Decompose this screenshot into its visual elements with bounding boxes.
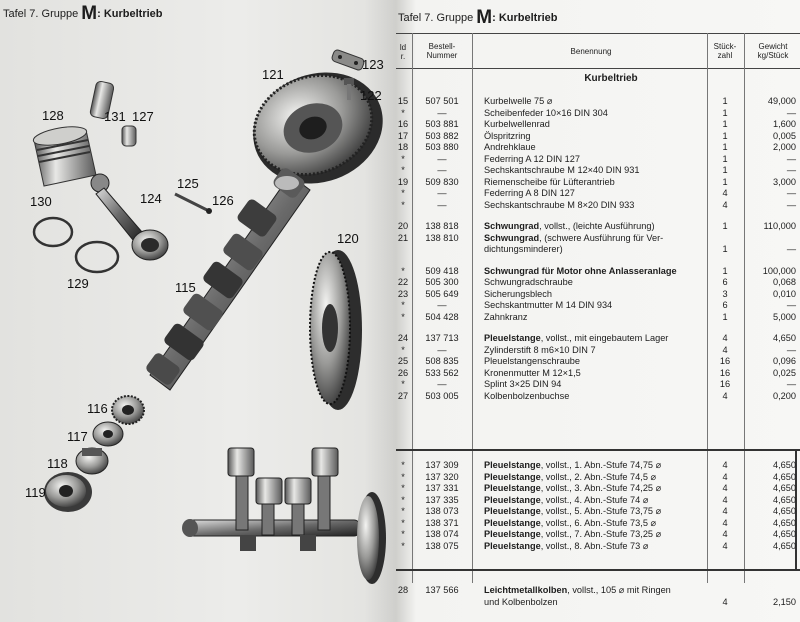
col-weight-header: Gewicht kg/Stück (757, 42, 789, 60)
oil-thrower-ring (93, 422, 123, 446)
table-row: * — Sechskantmutter M 14 DIN 934 6 — (401, 300, 796, 310)
col-nr-header: ld r. (399, 43, 407, 61)
rows-group-a (396, 96, 800, 211)
row-description: Andrehklaue (484, 142, 536, 152)
table-row: dichtungsminderer) 1 — (484, 244, 796, 254)
row-description: Schwungrad für Motor ohne Anlasseranlage (484, 265, 677, 276)
castle-nut (206, 208, 212, 214)
row-description: Schwungrad, vollst., (leichte Ausführung) (484, 221, 655, 231)
piston (32, 123, 96, 186)
piston-ring-large (34, 218, 72, 246)
table-row: 16 503 881 Kurbelwellenrad 1 1,600 (397, 119, 796, 129)
flywheel-side (310, 250, 362, 410)
callout-117: 117 (67, 429, 88, 444)
row-description: Pleuelstange, vollst., 1. Abn.-Stufe 74,75 ⌀ (484, 460, 662, 470)
row-description: Pleuelstange, vollst., 6. Abn.-Stufe 73,5 ⌀ (484, 517, 657, 528)
table-row: * 137 309 Pleuelstange, vollst., 1. Abn.-Stufe 74,75 ⌀ 4 4,650 (401, 460, 796, 470)
row-description: Federring A 12 DIN 127 (484, 153, 581, 164)
rows-group-e (396, 585, 800, 608)
callout-124: 124 (140, 191, 162, 206)
callout-129: 129 (67, 276, 89, 291)
callout-131: 131 (104, 109, 126, 124)
row-description: dichtungsminderer) (484, 244, 563, 254)
table-row: 21 138 810 Schwungrad, (schwere Ausführung für Ver- (396, 233, 800, 245)
table-row: * 138 075 Pleuelstange, vollst., 8. Abn.-Stufe 73 ⌀ 4 4,650 (401, 540, 796, 551)
row-description: Pleuelstange, vollst., 2. Abn.-Stufe 74,5 ⌀ (484, 471, 657, 482)
table-row: 26 533 562 Kronenmutter M 12×1,5 16 0,025 (397, 367, 796, 378)
left-running-head: Tafel 7. Gruppe M: Kurbeltrieb (3, 3, 163, 24)
table-row: 19 509 830 Riemenscheibe für Lüfterantrieb 1 3,000 (397, 176, 796, 187)
lock-plate (331, 49, 365, 71)
row-description: Pleuelstange, vollst., mit eingebautem Lager (484, 333, 669, 343)
rows-group-b (396, 221, 800, 256)
row-description: Kurbelwelle 75 ⌀ (484, 96, 553, 106)
callout-120: 120 (337, 231, 359, 246)
row-description: Sechskantschraube M 8×20 DIN 933 (484, 199, 635, 210)
table-row: 15 507 501 Kurbelwelle 75 ⌀ 1 49,000 (397, 96, 796, 106)
row-description: Leichtmetallkolben, vollst., 105 ⌀ mit Ringen (484, 585, 671, 595)
table-row: 25 508 835 Pleuelstangenschraube 16 0,096 (397, 356, 796, 366)
table-row: * — Zylinderstift 8 m6×10 DIN 7 4 — (401, 344, 796, 355)
table-row: 23 505 649 Sicherungsblech 3 0,010 (397, 288, 796, 299)
table-row: 17 503 882 Ölspritzring 1 0,005 (397, 130, 796, 141)
row-description: Kolbenbolzenbuchse (484, 390, 570, 401)
table-row: 28 137 566 Leichtmetallkolben, vollst., 105 ⌀ mit Ringen (396, 585, 800, 597)
row-description: Riemenscheibe für Lüfterantrieb (484, 176, 615, 187)
table-row: * 138 074 Pleuelstange, vollst., 7. Abn.-Stufe 73,25 ⌀ 4 4,650 (401, 529, 796, 539)
right-page-parts-list (396, 0, 800, 622)
table-row: * 137 335 Pleuelstange, vollst., 4. Abn.-Stufe 74 ⌀ 4 4,650 (401, 494, 796, 505)
assembled-crank-assembly (182, 448, 386, 584)
callout-130: 130 (30, 194, 52, 209)
starting-claw (76, 448, 108, 474)
col-desc-header: Benennung (570, 47, 612, 56)
table-row: * — Scheibenfeder 10×16 DIN 304 1 — (401, 107, 796, 118)
table-row: 24 137 713 Pleuelstange, vollst., mit eingebautem Lager 4 4,650 (397, 333, 796, 343)
piston-ring-small (76, 242, 118, 272)
left-page-diagram (0, 0, 396, 622)
table-row: * — Splint 3×25 DIN 94 16 — (401, 379, 796, 389)
table-row: * 138 371 Pleuelstange, vollst., 6. Abn.-Stufe 73,5 ⌀ 4 4,650 (401, 517, 796, 528)
row-description: Pleuelstange, vollst., 8. Abn.-Stufe 73 ⌀ (484, 540, 649, 551)
row-description: Federring A 8 DIN 127 (484, 188, 575, 198)
row-description: Scheibenfeder 10×16 DIN 304 (484, 107, 608, 118)
table-row: * 138 073 Pleuelstange, vollst., 5. Abn.-Stufe 73,75 ⌀ 4 4,650 (401, 506, 796, 516)
rows-group-c (396, 266, 800, 324)
table-row: * 137 331 Pleuelstange, vollst., 3. Abn.-Stufe 74,25 ⌀ 4 4,650 (401, 483, 796, 493)
rows-group-boxed (396, 460, 800, 552)
row-description: Pleuelstange, vollst., 5. Abn.-Stufe 73,75 ⌀ (484, 506, 662, 516)
callout-122: 122 (360, 88, 382, 103)
table-row: * — Federring A 8 DIN 127 4 — (401, 188, 796, 198)
table-row: * — Federring A 12 DIN 127 1 — (401, 153, 796, 164)
rows-group-d (396, 333, 800, 402)
section-title-row (396, 72, 800, 86)
row-description: Pleuelstange, vollst., 7. Abn.-Stufe 73,25 ⌀ (484, 529, 662, 539)
callout-121: 121 (262, 67, 284, 82)
callout-116: 116 (87, 401, 108, 416)
table-header (396, 33, 800, 69)
pin-bushing (122, 126, 136, 146)
table-row: * 137 320 Pleuelstange, vollst., 2. Abn.-Stufe 74,5 ⌀ 4 4,650 (401, 471, 796, 482)
crankshaft-gear (112, 396, 144, 424)
callout-118: 118 (47, 456, 68, 471)
table-row: 20 138 818 Schwungrad, vollst., (leichte Ausführung) 1 110,000 (397, 221, 796, 231)
right-running-head: Tafel 7. Gruppe M: Kurbeltrieb (398, 7, 558, 28)
row-description: Pleuelstange, vollst., 4. Abn.-Stufe 74 ⌀ (484, 494, 649, 505)
callout-123: 123 (362, 57, 384, 72)
callout-127: 127 (132, 109, 154, 124)
row-description: Pleuelstange, vollst., 3. Abn.-Stufe 74,25 ⌀ (484, 483, 662, 493)
exploded-parts-diagram (0, 0, 396, 622)
row-description: Sechskantmutter M 14 DIN 934 (484, 300, 613, 310)
table-row: 27 503 005 Kolbenbolzenbuchse 4 0,200 (397, 390, 796, 401)
row-description: Zahnkranz (484, 311, 528, 322)
callout-115: 115 (175, 280, 196, 295)
section-title: Kurbeltrieb (584, 73, 638, 84)
col-number-header: Bestell- Nummer (426, 42, 458, 60)
row-description: Zylinderstift 8 m6×10 DIN 7 (484, 344, 596, 355)
parts-table-body (396, 72, 800, 402)
callout-119: 119 (25, 485, 46, 500)
table-row: * 509 418 Schwungrad für Motor ohne Anlasseranlage 1 100,000 (401, 265, 796, 276)
row-description: Kurbelwellenrad (484, 119, 550, 129)
table-row: * — Sechskantschraube M 12×40 DIN 931 1 — (401, 165, 796, 175)
fan-pulley (44, 472, 92, 512)
col-qty-header: Stück- zahl (713, 42, 737, 60)
row-description: Sicherungsblech (484, 288, 552, 299)
row-description: Splint 3×25 DIN 94 (484, 379, 562, 389)
callout-125: 125 (177, 176, 199, 191)
row-description: Ölspritzring (484, 130, 531, 141)
row-description: und Kolbenbolzen (484, 596, 558, 607)
row-description: Kronenmutter M 12×1,5 (484, 367, 581, 378)
callout-128: 128 (42, 108, 64, 123)
table-row: 22 505 300 Schwungradschraube 6 0,068 (397, 277, 796, 287)
callout-126: 126 (212, 193, 234, 208)
table-row: * 504 428 Zahnkranz 1 5,000 (401, 311, 796, 322)
connecting-rod (91, 174, 168, 260)
table-row: * — Sechskantschraube M 8×20 DIN 933 4 — (401, 199, 796, 210)
table-row: 18 503 880 Andrehklaue 1 2,000 (397, 142, 796, 152)
row-description: Schwungrad, (schwere Ausführung für Ver- (484, 232, 664, 243)
table-row: und Kolbenbolzen 4 2,150 (484, 596, 796, 607)
row-description: Schwungradschraube (484, 277, 573, 287)
rod-bolt (175, 194, 207, 210)
row-description: Pleuelstangenschraube (484, 356, 581, 366)
row-description: Sechskantschraube M 12×40 DIN 931 (484, 165, 640, 175)
